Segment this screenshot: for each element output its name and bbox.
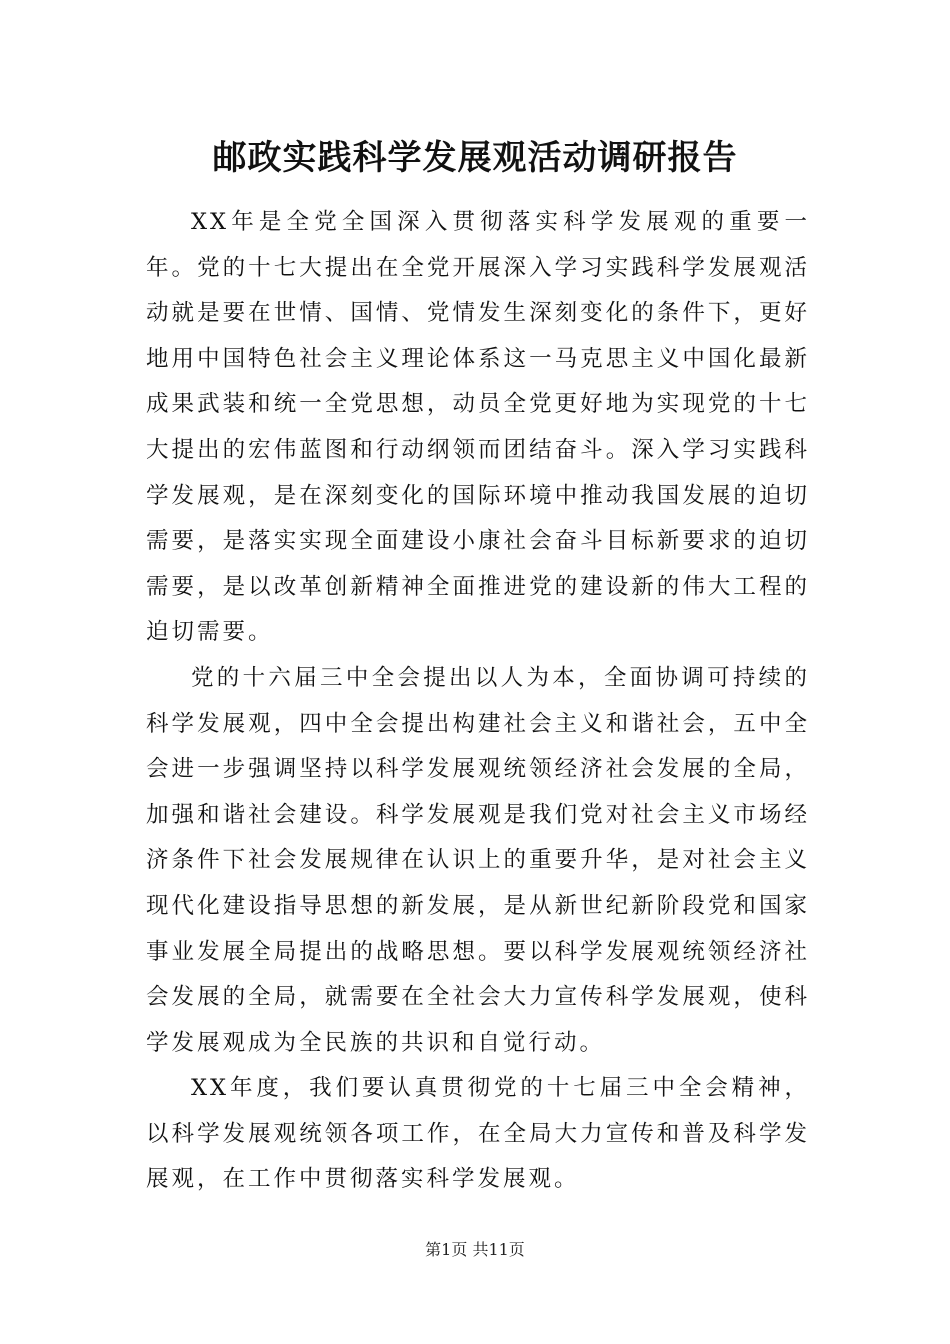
document-title: 邮政实践科学发展观活动调研报告 (212, 138, 738, 178)
document-body (146, 200, 810, 1203)
paragraph-1: XX年是全党全国深入贯彻落实科学发展观的重要一年。党的十七大提出在全党开展深入学习实践科学发展观活动就是要在世情、国情、党情发生深刻变化的条件下，更好地用中国特色社会主义理论体系这一马克思主义中国化最新成果武装和统一全党思想，动员全党更好地为实现党的十七大提出的宏伟蓝图和行动纲领而团结奋斗。深入学习实践科学发展观，是在深刻变化的国际环境中推动我国发展的迫切需要，是落实实现全面建设小康社会奋斗目标新要求的迫切需要，是以改革创新精神全面推进党的建设新的伟大工程的迫切需要。 (146, 209, 810, 646)
paragraph-3: XX年度，我们要认真贯彻党的十七届三中全会精神，以科学发展观统领各项工作，在全局大力宣传和普及科学发展观，在工作中贯彻落实科学发展观。 (146, 1075, 810, 1193)
paragraph-2: 党的十六届三中全会提出以人为本，全面协调可持续的科学发展观，四中全会提出构建社会主义和谐社会，五中全会进一步强调坚持以科学发展观统领经济社会发展的全局，加强和谐社会建设。科学发展观是我们党对社会主义市场经济条件下社会发展规律在认识上的重要升华，是对社会主义现代化建设指导思想的新发展，是从新世纪新阶段党和国家事业发展全局提出的战略思想。要以科学发展观统领经济社会发展的全局，就需要在全社会大力宣传科学发展观，使科学发展观成为全民族的共识和自觉行动。 (146, 664, 810, 1056)
page-number-footer: 第1页 共11页 (425, 1240, 525, 1259)
